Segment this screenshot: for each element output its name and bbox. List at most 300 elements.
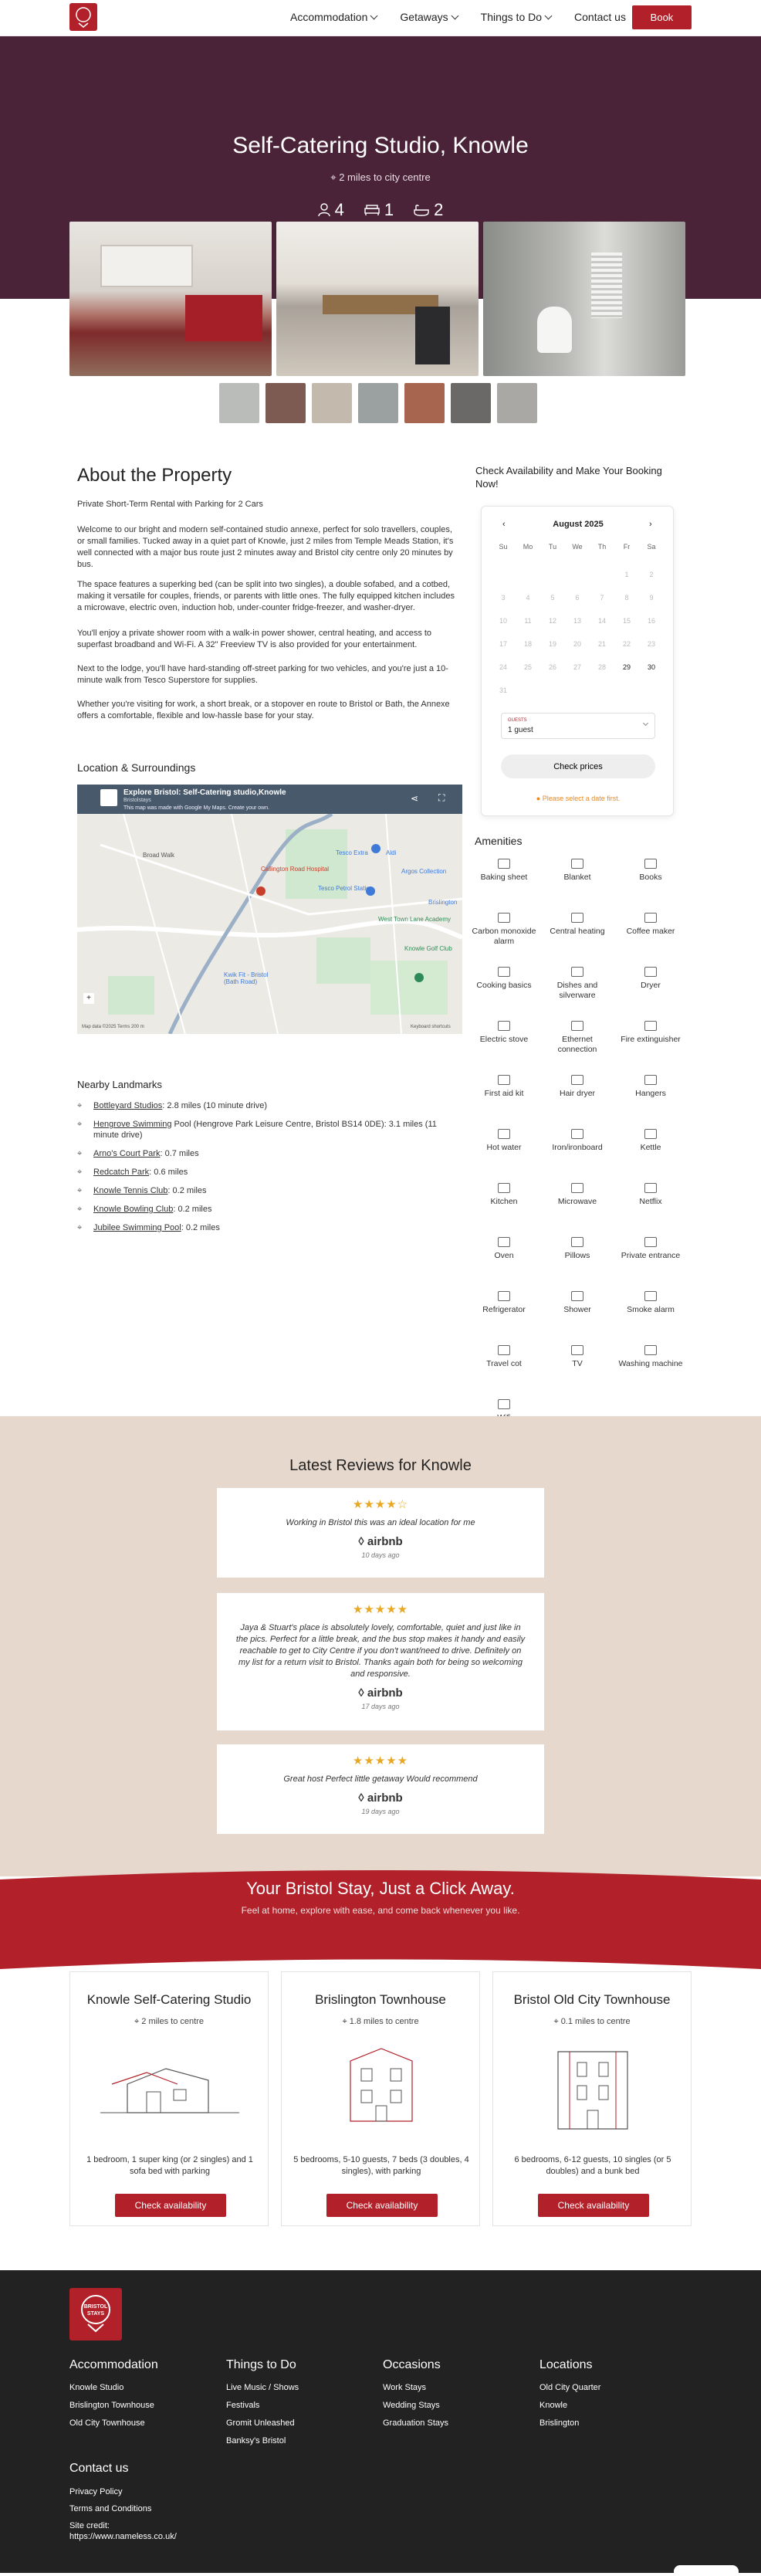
review-card	[217, 1593, 544, 1730]
footer-link[interactable]: Privacy Policy	[69, 2487, 123, 2496]
amenity-label: Blanket	[563, 873, 591, 882]
footer-links	[69, 2483, 177, 2542]
amenity-label: Cooking basics	[476, 981, 532, 990]
amenity-icon	[644, 1129, 657, 1139]
calendar-day[interactable]: 25	[523, 663, 532, 671]
amenity-icon	[498, 1129, 510, 1139]
calendar-weekdays	[491, 543, 664, 555]
airbnb-logo: ◊ airbnb	[358, 1791, 403, 1805]
calendar-day[interactable]: 16	[647, 617, 655, 625]
amenity-icon	[644, 1237, 657, 1247]
calendar-day[interactable]: 28	[597, 663, 606, 671]
calendar-day[interactable]: 24	[499, 663, 507, 671]
airbnb-icon: ◊	[358, 1686, 367, 1700]
gallery-thumb[interactable]	[266, 383, 306, 423]
person-icon	[318, 203, 330, 217]
site-footer	[0, 2270, 761, 2573]
footer-logo[interactable]	[69, 2288, 122, 2340]
amenity-item	[469, 967, 539, 991]
amenity-label: Netflix	[639, 1197, 662, 1206]
map-notice: This map was made with Google My Maps. Create your own.	[123, 805, 270, 811]
site-header	[0, 0, 761, 36]
amenity-icon	[571, 1075, 583, 1085]
amenity-icon	[644, 967, 657, 977]
baths-stat: 2	[414, 200, 443, 220]
amenity-icon	[498, 1345, 510, 1355]
amenity-icon	[644, 913, 657, 923]
calendar-day[interactable]: 2	[649, 571, 654, 578]
amenity-label: Washing machine	[618, 1359, 683, 1368]
landmark-link[interactable]: Knowle Tennis Club	[93, 1186, 168, 1195]
property-distance: ⌖ 2 miles to centre	[134, 2017, 204, 2026]
review-text: Great host Perfect little getaway Would recommend	[283, 1774, 478, 1784]
footer-link[interactable]: Wedding Stays	[383, 2401, 440, 2410]
amenity-icon	[571, 913, 583, 923]
amenity-item	[543, 967, 612, 1001]
amenity-icon	[571, 859, 583, 869]
hero-stats	[0, 200, 761, 220]
amenity-label: Pillows	[564, 1251, 590, 1260]
property-distance: ⌖ 1.8 miles to centre	[342, 2017, 419, 2026]
amenity-item	[616, 1021, 685, 1045]
location-title: Location & Surroundings	[77, 761, 196, 774]
map-logo	[100, 789, 117, 806]
amenity-icon	[571, 1129, 583, 1139]
list-item: ⌖ Redcatch Park: 0.6 miles	[77, 1168, 188, 1177]
nav-accommodation[interactable]: Accommodation	[290, 11, 377, 23]
calendar-day[interactable]: 14	[597, 617, 606, 625]
amenity-label: Kitchen	[490, 1197, 518, 1206]
calendar-month: August 2025	[553, 520, 604, 529]
check-availability-button[interactable]: Check availability	[115, 2194, 226, 2217]
gallery-thumb[interactable]	[219, 383, 259, 423]
amenity-item	[616, 913, 685, 937]
amenity-label: Private entrance	[621, 1251, 681, 1260]
about-paragraph: Whether you're visiting for work, a short break, or a stopover en route to Bristol or Bath, the Annexe offers a comfortable, flexible and low-hassle base for your stay.	[77, 700, 450, 720]
property-distance: ⌖ 0.1 miles to centre	[553, 2017, 631, 2026]
weekday-label: We	[572, 543, 583, 551]
landmark-link[interactable]: Redcatch Park	[93, 1168, 150, 1177]
amenity-label: Dishes and silverware	[556, 981, 598, 1000]
gallery-thumb[interactable]	[404, 383, 445, 423]
amenity-item	[616, 1345, 685, 1369]
amenity-icon	[498, 913, 510, 923]
gallery-thumb[interactable]	[497, 383, 537, 423]
weekday-label: Fr	[623, 543, 631, 551]
fullscreen-icon[interactable]: ⛶	[438, 792, 445, 803]
property-description: 5 bedrooms, 5-10 guests, 7 beds (3 doubles, 4 singles), with parking	[293, 2155, 469, 2176]
calendar-day	[590, 563, 614, 586]
amenity-item	[469, 859, 539, 883]
amenity-label: Central heating	[550, 927, 605, 936]
footer-col-title: Occasions	[383, 2358, 441, 2371]
calendar-day	[516, 563, 540, 586]
calendar-day[interactable]: 12	[548, 617, 556, 625]
landmark-link[interactable]: Bottleyard Studios	[93, 1101, 163, 1110]
about-paragraph: Next to the lodge, you'll have hard-standing off-street parking for two vehicles, and you're just a 10-minute walk from Tesco Superstore for supplies.	[77, 664, 448, 685]
footer-link[interactable]: Brislington Townhouse	[69, 2401, 154, 2410]
hero-distance: ⌖ 2 miles to city centre	[330, 171, 431, 183]
calendar-day[interactable]: 18	[523, 640, 532, 648]
book-button[interactable]: Book	[632, 5, 692, 29]
amenity-item	[543, 1129, 612, 1153]
house-illustration	[335, 2046, 428, 2123]
footer-link[interactable]: Live Music / Shows	[226, 2383, 299, 2392]
footer-link[interactable]: Gromit Unleashed	[226, 2418, 295, 2428]
about-tagline: Private Short-Term Rental with Parking for 2 Cars	[77, 500, 263, 509]
nav-contact[interactable]: Contact us	[574, 11, 626, 23]
house-illustration	[546, 2046, 639, 2130]
landmarks-list	[77, 1100, 463, 1241]
footer-links	[539, 2379, 600, 2432]
map-pin-icon: ⌖	[77, 1205, 83, 1214]
calendar-day[interactable]: 30	[647, 663, 655, 671]
landmark-link[interactable]: Hengrove Swimming	[93, 1120, 172, 1129]
calendar-day[interactable]: 19	[548, 640, 556, 648]
map-pin-icon: ⌖	[342, 2017, 350, 2026]
bed-icon	[364, 204, 380, 216]
amenity-label: Shower	[563, 1305, 591, 1314]
amenity-label: Hair dryer	[559, 1089, 596, 1098]
gallery-thumb[interactable]	[451, 383, 491, 423]
calendar-day[interactable]: 7	[600, 594, 604, 602]
map-pin-icon: ⌖	[77, 1120, 83, 1129]
amenity-item	[469, 1129, 539, 1153]
calendar-day[interactable]: 11	[524, 617, 532, 625]
amenity-label: Carbon monoxide alarm	[472, 927, 536, 946]
amenity-item	[543, 1345, 612, 1369]
map-label: Argos Collection	[401, 868, 447, 875]
footer-link[interactable]: Terms and Conditions	[69, 2504, 152, 2513]
calendar-day[interactable]: 31	[499, 686, 507, 694]
guests-value: 1 guest	[508, 726, 533, 734]
amenity-icon	[498, 859, 510, 869]
footer-links	[226, 2379, 299, 2450]
guests-select[interactable]	[501, 713, 655, 739]
map-pin-icon: ⌖	[330, 171, 340, 183]
site-credit-link[interactable]: https://www.nameless.co.uk/	[69, 2532, 177, 2541]
amenity-item	[543, 1291, 612, 1315]
map-label: Tesco Extra	[336, 849, 368, 856]
amenity-icon	[498, 1291, 510, 1301]
landmarks-title: Nearby Landmarks	[77, 1079, 162, 1090]
nav-getaways[interactable]: Getaways	[400, 11, 457, 23]
airbnb-icon: ◊	[358, 1535, 367, 1548]
review-card	[217, 1488, 544, 1578]
footer-links	[69, 2379, 154, 2432]
map-topbar	[77, 785, 462, 814]
amenities-title: Amenities	[475, 835, 523, 847]
amenity-item	[616, 1075, 685, 1099]
map-shortcuts[interactable]: Keyboard shortcuts	[411, 1025, 451, 1029]
amenity-label: Dryer	[641, 981, 661, 990]
map-label: Kwik Fit - Bristol (Bath Road)	[224, 971, 269, 985]
calendar-day[interactable]: 23	[647, 640, 655, 648]
guests-label: GUESTS	[508, 718, 527, 723]
calendar-day	[565, 563, 590, 586]
landmark-link[interactable]: Knowle Bowling Club	[93, 1205, 174, 1214]
banner-title: Your Bristol Stay, Just a Click Away.	[246, 1879, 515, 1898]
weekday-label: Mo	[523, 543, 533, 551]
chevron-down-icon	[370, 12, 378, 19]
about-paragraph: Welcome to our bright and modern self-contained studio annexe, perfect for solo travellers, couples, or small families. Tucked away in a quiet part of Knowle, just 2 miles from Temple Meads Station, it's well connected with a major bus route just 2 minutes away and Bristol city centre only 20 minutes by bus.	[77, 525, 454, 569]
map-pin-icon: ⌖	[134, 2017, 142, 2026]
page-title: Self-Catering Studio, Knowle	[232, 133, 529, 158]
amenity-icon	[644, 1183, 657, 1193]
photo-bedroom[interactable]	[69, 222, 272, 376]
amenity-item	[469, 913, 539, 947]
footer-link[interactable]: Banksy's Bristol	[226, 2436, 286, 2446]
main-nav	[290, 11, 626, 23]
logo-text: BRISTOL STAYS	[83, 2304, 108, 2317]
amenity-label: Hangers	[635, 1089, 666, 1098]
amenity-icon	[571, 1237, 583, 1247]
amenity-label: Books	[639, 873, 662, 882]
amenity-icon	[644, 1345, 657, 1355]
gallery-thumb[interactable]	[358, 383, 398, 423]
check-prices-button[interactable]: Check prices	[501, 754, 655, 778]
check-availability-button[interactable]: Check availability	[538, 2194, 649, 2217]
amenity-icon	[498, 1399, 510, 1409]
amenity-item	[616, 1291, 685, 1315]
zoom-control[interactable]: +	[83, 993, 94, 1004]
amenity-item	[616, 1237, 685, 1261]
footer-link[interactable]: Festivals	[226, 2401, 260, 2410]
airbnb-icon: ◊	[358, 1791, 367, 1805]
list-item: ⌖ Knowle Bowling Club: 0.2 miles	[77, 1205, 212, 1214]
amenity-item	[469, 1183, 539, 1207]
amenity-icon	[644, 1021, 657, 1031]
map-pin-icon: ⌖	[77, 1186, 83, 1195]
amenity-icon	[571, 1345, 583, 1355]
amenity-item	[543, 1237, 612, 1261]
map-footer: Map data ©2025 Terms 200 m	[82, 1025, 144, 1029]
amenity-icon	[498, 967, 510, 977]
amenity-label: Electric stove	[479, 1035, 529, 1044]
property-description: 1 bedroom, 1 super king (or 2 singles) and 1 sofa bed with parking	[86, 2155, 253, 2176]
list-item: ⌖ Bottleyard Studios: 2.8 miles (10 minute drive)	[77, 1101, 267, 1110]
amenity-label: First aid kit	[484, 1089, 524, 1098]
calendar-day[interactable]: 27	[573, 663, 581, 671]
cta-banner	[0, 1869, 761, 1969]
calendar-day[interactable]: 5	[550, 594, 555, 602]
footer-col-title: Things to Do	[226, 2358, 296, 2371]
amenity-label: Fire extinguisher	[621, 1035, 681, 1044]
review-card	[217, 1744, 544, 1834]
reviews-title: Latest Reviews for Knowle	[289, 1457, 472, 1474]
amenity-item	[543, 1075, 612, 1099]
share-icon[interactable]: ⋖	[411, 793, 419, 804]
amenity-item	[469, 1021, 539, 1045]
amenity-label: TV	[572, 1359, 583, 1368]
amenity-item	[469, 1345, 539, 1369]
amenity-icon	[498, 1021, 510, 1031]
map-pin-icon: ⌖	[77, 1149, 83, 1158]
calendar-day[interactable]: 6	[575, 594, 580, 602]
amenity-label: Oven	[494, 1251, 514, 1260]
amenity-icon	[644, 1075, 657, 1085]
calendar-days	[491, 563, 664, 702]
amenity-label: Microwave	[557, 1197, 597, 1206]
amenity-label: Coffee maker	[626, 927, 675, 936]
calendar-day[interactable]: 17	[499, 640, 507, 648]
warning-icon: ●	[536, 795, 543, 802]
calendar-day	[540, 563, 565, 586]
calendar-day[interactable]: 9	[649, 594, 654, 602]
calendar-day[interactable]: 26	[548, 663, 556, 671]
review-date: 19 days ago	[361, 1808, 400, 1815]
map-label: Knowle Golf Club	[404, 945, 452, 952]
contact-title: Contact us	[69, 2462, 129, 2475]
review-date: 10 days ago	[361, 1551, 400, 1559]
chevron-down-icon	[545, 12, 553, 19]
calendar-day[interactable]: 3	[501, 594, 506, 602]
weekday-label: Su	[499, 543, 508, 551]
list-item: ⌖ Hengrove Swimming Pool (Hengrove Park Leisure Centre, Bristol BS14 0DE): 3.1 miles (11 minute drive)	[77, 1120, 437, 1140]
calendar-day[interactable]: 22	[622, 640, 631, 648]
footer-link[interactable]: Old City Quarter	[539, 2383, 601, 2392]
site-credit: Site credit:	[69, 2521, 110, 2530]
landmark-link[interactable]: Jubilee Swimming Pool	[93, 1223, 181, 1232]
logo[interactable]	[69, 3, 97, 31]
amenity-item	[469, 1237, 539, 1261]
prev-month-button[interactable]: ‹	[502, 520, 506, 529]
chevron-down-icon	[451, 12, 458, 19]
gallery-thumb[interactable]	[312, 383, 352, 423]
map-label: Aldi	[386, 849, 397, 856]
map-canvas	[77, 814, 462, 1034]
amenity-label: Kettle	[640, 1143, 661, 1152]
review-date: 17 days ago	[361, 1703, 400, 1710]
guests-stat: 4	[318, 200, 344, 220]
amenity-item	[469, 1075, 539, 1099]
amenity-icon	[571, 1291, 583, 1301]
check-availability-button[interactable]: Check availability	[326, 2194, 438, 2217]
property-card	[281, 1971, 480, 2226]
calendar-day[interactable]: 13	[573, 617, 581, 625]
map-label: Tesco Petrol Station	[318, 885, 374, 892]
amenity-item	[543, 859, 612, 883]
calendar-day[interactable]: 21	[597, 640, 606, 648]
booking-title: Check Availability and Make Your Booking Now!	[475, 465, 662, 490]
amenity-label: Travel cot	[486, 1359, 522, 1368]
footer-link[interactable]: Brislington	[539, 2418, 580, 2428]
footer-link[interactable]: Old City Townhouse	[69, 2418, 145, 2428]
calendar-day[interactable]: 1	[624, 571, 629, 578]
map-owner: Bristolstays	[123, 798, 151, 803]
booking-widget	[481, 506, 674, 816]
footer-link[interactable]: Knowle	[539, 2401, 568, 2410]
star-rating: ★★★★★	[352, 1603, 409, 1616]
list-item: ⌖ Knowle Tennis Club: 0.2 miles	[77, 1186, 207, 1195]
map-label: West Town Lane Academy	[378, 916, 451, 923]
map-label: Broad Walk	[143, 852, 175, 859]
banner-subtitle: Feel at home, explore with ease, and come back whenever you like.	[241, 1905, 520, 1916]
amenity-item	[616, 859, 685, 883]
amenity-icon	[498, 1237, 510, 1247]
nav-things-to-do[interactable]: Things to Do	[481, 11, 551, 23]
property-name: Bristol Old City Townhouse	[513, 1992, 671, 2007]
bath-icon	[414, 204, 429, 216]
amenity-item	[543, 1183, 612, 1207]
amenity-label: Refrigerator	[482, 1305, 526, 1314]
calendar-day[interactable]: 29	[622, 663, 631, 671]
amenity-label: Ethernet connection	[557, 1035, 597, 1054]
review-text: Working in Bristol this was an ideal location for me	[286, 1518, 475, 1527]
property-name: Brislington Townhouse	[315, 1992, 446, 2007]
footer-link[interactable]: Work Stays	[383, 2383, 427, 2392]
footer-col-title: Locations	[539, 2358, 593, 2371]
property-name: Knowle Self-Catering Studio	[86, 1992, 252, 2007]
landmark-link[interactable]: Arno's Court Park	[93, 1149, 161, 1158]
about-title: About the Property	[77, 465, 232, 486]
map-pin-icon: ⌖	[77, 1168, 83, 1177]
map[interactable]	[77, 785, 462, 1034]
house-illustration	[100, 2065, 239, 2119]
star-rating: ★★★★★	[352, 1754, 409, 1768]
weekday-label: Sa	[647, 543, 656, 551]
chevron-down-icon	[643, 720, 648, 726]
map-label: Brislington	[428, 899, 458, 906]
reviews-section	[0, 1416, 761, 1876]
airbnb-logo: ◊ airbnb	[358, 1535, 403, 1548]
weekday-label: Tu	[548, 543, 557, 551]
amenity-item	[616, 967, 685, 991]
amenity-label: Baking sheet	[480, 873, 528, 882]
amenity-label: Smoke alarm	[627, 1305, 675, 1314]
amenity-item	[616, 1129, 685, 1153]
weekday-label: Th	[597, 543, 607, 551]
amenity-item	[469, 1291, 539, 1315]
footer-link[interactable]: Graduation Stays	[383, 2418, 448, 2428]
calendar-day[interactable]: 15	[622, 617, 631, 625]
calendar-day[interactable]: 8	[624, 594, 629, 602]
amenity-item	[543, 913, 612, 937]
photo-kitchen[interactable]	[276, 222, 479, 376]
amenity-icon	[571, 967, 583, 977]
amenity-item	[543, 1021, 612, 1055]
footer-col-title: Accommodation	[69, 2358, 158, 2371]
amenity-label: Hot water	[486, 1143, 522, 1152]
map-pin-icon: ⌖	[553, 2017, 561, 2026]
amenity-icon	[498, 1183, 510, 1193]
map-pin-icon: ⌖	[77, 1223, 83, 1232]
amenity-item	[616, 1183, 685, 1207]
amenity-icon	[644, 1291, 657, 1301]
map-title: Explore Bristol: Self-Catering studio,Knowle	[123, 788, 286, 797]
list-item: ⌖ Arno's Court Park: 0.7 miles	[77, 1149, 199, 1158]
about-paragraph: The space features a superking bed (can be split into two singles), a double sofabed, and a cotbed, making it versatile for couples, friends, or parents with little ones. The fully equipped kitchen includes a microwave, electric oven, induction hob, under-counter fridge-freezer, and washer-dryer.	[77, 580, 455, 612]
amenity-icon	[498, 1075, 510, 1085]
chat-widget[interactable]	[674, 2565, 739, 2576]
amenity-icon	[571, 1183, 583, 1193]
beds-stat: 1	[364, 200, 394, 220]
amenity-label: Iron/ironboard	[552, 1143, 603, 1152]
calendar-day[interactable]: 20	[573, 640, 581, 648]
map-pin-icon: ⌖	[77, 1101, 83, 1110]
calendar-day	[491, 563, 516, 586]
footer-link[interactable]: Knowle Studio	[69, 2383, 124, 2392]
star-rating: ★★★★☆	[352, 1498, 409, 1511]
calendar-day[interactable]: 4	[526, 594, 530, 602]
about-paragraph: You'll enjoy a private shower room with a walk-in power shower, central heating, and access to superfast broadband and Wi-Fi. A 32" Freeview TV is also provided for your entertainment.	[77, 629, 432, 649]
airbnb-logo: ◊ airbnb	[358, 1686, 403, 1700]
list-item: ⌖ Jubilee Swimming Pool: 0.2 miles	[77, 1223, 220, 1232]
next-month-button[interactable]: ›	[649, 520, 652, 529]
calendar-day[interactable]: 10	[499, 617, 507, 625]
property-description: 6 bedrooms, 6-12 guests, 10 singles (or 5 doubles) and a bunk bed	[514, 2155, 671, 2176]
photo-shower-room[interactable]	[483, 222, 685, 376]
